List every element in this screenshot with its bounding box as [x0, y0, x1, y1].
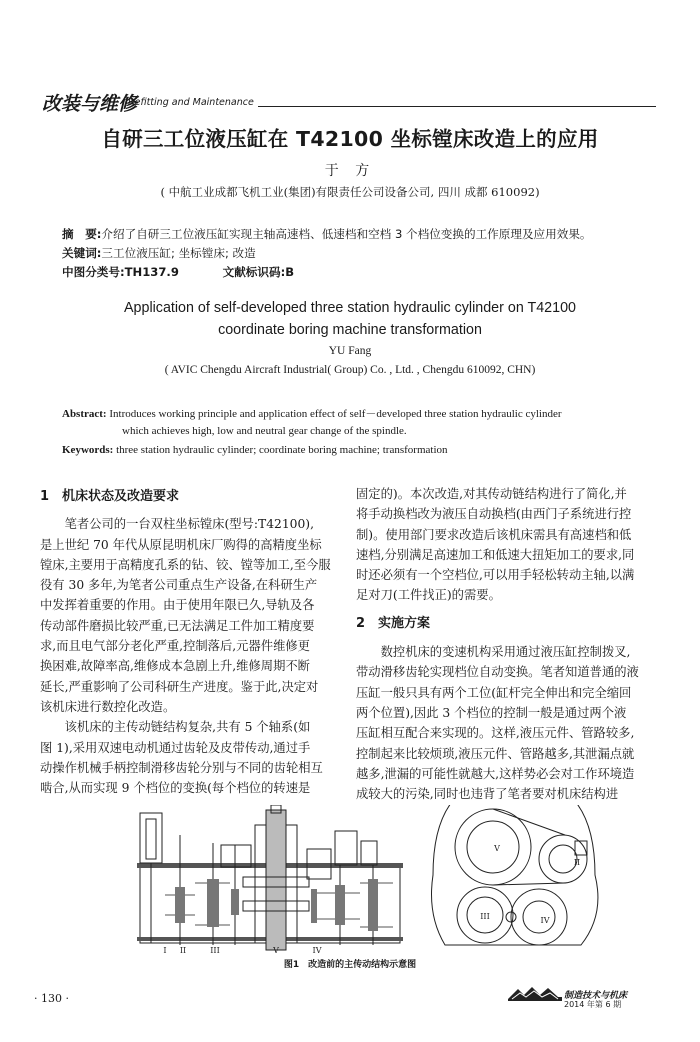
- section-2-title: 2 实施方案: [356, 615, 431, 631]
- para-3-line: 数控机床的变速机构采用通过液压缸控制拨叉,: [380, 645, 631, 660]
- axis-label: V: [494, 844, 500, 853]
- gear-v: [455, 809, 531, 885]
- column-label-en: Refitting and Maintenance: [128, 97, 254, 108]
- para-0-line: 将手动换档改为液压自动换档(由西门子系统进行控: [356, 507, 632, 522]
- left-column: [40, 487, 340, 798]
- motor-block: [140, 813, 162, 863]
- axis-label: III: [480, 912, 490, 921]
- para-1-line: 延长,严重影响了公司科研生产进度。鉴于此,决定对: [40, 679, 319, 694]
- para-3-line: 两个位置),因此 3 个档位的控制一般是通过两个液: [356, 705, 627, 720]
- para-0-line: 足对刀(工件找正)的需要。: [356, 588, 501, 603]
- article-title-en-line2: coordinate boring machine transformation: [218, 322, 482, 338]
- para-1-line: 镗床,主要用于高精度孔系的钻、铰、镗等加工,至今服: [40, 557, 331, 572]
- para-0-line: 时还必须有一个空档位,可以用手轻松转动主轴,以满: [356, 568, 635, 583]
- figure-1-caption: 图1 改造前的主传动结构示意图: [283, 960, 417, 970]
- para-1-line: 换困难,故障率高,维修成本急剧上升,维修周期不断: [40, 659, 310, 674]
- para-2-line: 动操作机械手柄控制滑移齿轮分别与不同的齿轮相互: [40, 760, 323, 775]
- article-title-en-line1: Application of self-developed three station hydraulic cylinder on T42100: [124, 300, 576, 316]
- axis-label: IV: [540, 916, 550, 925]
- para-1-line: 求,而且电气部分老化严重,控制落后,元器件维修更: [40, 639, 310, 654]
- classification: [62, 264, 294, 280]
- article-title-zh: 自研三工位液压缸在 T42100 坐标镗床改造上的应用: [101, 127, 599, 151]
- para-1-line: 传动部件磨损比较严重,已无法满足工件加工精度要: [40, 618, 315, 633]
- figure-1-drawing: [135, 805, 645, 955]
- para-1-line: 是上世纪 70 年代从原昆明机床厂购得的高精度坐标: [40, 537, 322, 552]
- column-label-zh: 改装与维修: [42, 93, 138, 115]
- section-1-title: 1 机床状态及改造要求: [40, 489, 180, 504]
- abstract-zh-label: 摘 要:: [62, 227, 102, 241]
- clc-label: 中图分类号:: [62, 265, 125, 279]
- para-1-line: 役有 30 多年,为笔者公司重点生产设备,在科研生产: [40, 578, 318, 593]
- abstract-en-line2: which achieves high, low and neutral gear change of the spindle.: [122, 425, 407, 437]
- para-3-line: 压缸相互配合来实现的。这样,液压元件、管路较多,: [356, 726, 635, 741]
- axis-label: II: [179, 946, 187, 955]
- para-3-line: 压缸一般只具有两个工位(缸杆完全伸出和完全缩回: [356, 685, 632, 700]
- para-2-line: 啮合,从而实现 9 个档位的变换(每个档位的转速是: [40, 781, 311, 796]
- para-1-line: 中发挥着重要的作用。由于使用年限已久,导轨及各: [40, 598, 315, 613]
- keywords-zh-text: 三工位液压缸; 坐标镗床; 改造: [101, 246, 256, 260]
- abstract-zh: [62, 226, 592, 242]
- doc-code-label: 文献标识码:: [222, 265, 286, 279]
- header-rule: [258, 106, 656, 107]
- keywords-zh-label: 关键词:: [62, 246, 102, 260]
- doc-code-value: B: [285, 265, 295, 279]
- axis-label: IV: [312, 946, 322, 955]
- abstract-zh-text: 介绍了自研三工位液压缸实现主轴高速档、低速档和空档 3 个档位变换的工作原理及应用效果。: [101, 227, 592, 241]
- para-0-line: 固定的)。本次改造,对其传动链结构进行了简化,并: [356, 487, 627, 501]
- affiliation-en: ( AVIC Chengdu Aircraft Industrial( Group) Co. , Ltd. , Chengdu 610092, CHN): [164, 364, 536, 376]
- para-3-line: 控制起来比较烦琐,液压元件、管路越多,其泄漏点就: [356, 746, 635, 761]
- abstract-en: [62, 405, 562, 421]
- para-0-line: 制)。使用部门要求改造后该机床需具有高速档和低: [356, 527, 632, 542]
- drive-belt: [493, 809, 565, 885]
- axis-label: V: [273, 946, 279, 955]
- gear-iv: [511, 889, 567, 945]
- keywords-en: [62, 444, 448, 456]
- para-1-line: 笔者公司的一台双柱坐标镗床(型号:T42100),: [64, 517, 315, 532]
- housing-outline: [432, 805, 598, 945]
- para-2-line: 该机床的主传动链结构复杂,共有 5 个轴系(如: [64, 720, 311, 735]
- para-3-line: 成较大的污染,同时也违背了笔者要对机床结构进: [356, 787, 619, 802]
- para-3-line: 带动滑移齿轮实现档位自动变换。笔者知道普通的液: [356, 665, 639, 680]
- right-column: [356, 484, 658, 804]
- page-number: · 130 ·: [34, 992, 69, 1005]
- axis-label: II: [573, 858, 581, 867]
- axis-label: III: [210, 946, 220, 955]
- journal-name: 制造技术与机床: [564, 991, 628, 1001]
- affiliation-zh: ( 中航工业成都飞机工业(集团)有限责任公司设备公司, 四川 成都 610092): [160, 185, 540, 199]
- abstract-en-line1: Introduces working principle and application effect of self－developed three station hydraulic cylinder: [109, 408, 562, 420]
- journal-issue: 2014 年第 6 期: [564, 1000, 622, 1009]
- journal-logo-icon: [508, 985, 562, 1003]
- clc-value: TH137.9: [124, 265, 179, 279]
- para-1-line: 该机床进行数控化改造。: [40, 699, 176, 714]
- abstract-en-label: Abstract:: [62, 408, 107, 420]
- author-zh: 于 方: [324, 163, 376, 179]
- axis-label: I: [163, 946, 167, 955]
- para-0-line: 速档,分别满足高速加工和低速大扭矩加工的要求,同: [356, 547, 635, 562]
- keywords-en-label: Keywords:: [62, 444, 114, 456]
- para-2-line: 图 1),采用双速电动机通过齿轮及皮带传动,通过手: [40, 740, 311, 755]
- para-3-line: 越多,泄漏的可能性就越大,这样势必会对工作环境造: [356, 766, 635, 781]
- author-en: YU Fang: [328, 345, 372, 357]
- keywords-en-text: three station hydraulic cylinder; coordinate boring machine; transformation: [116, 444, 448, 456]
- keywords-zh: [62, 245, 256, 261]
